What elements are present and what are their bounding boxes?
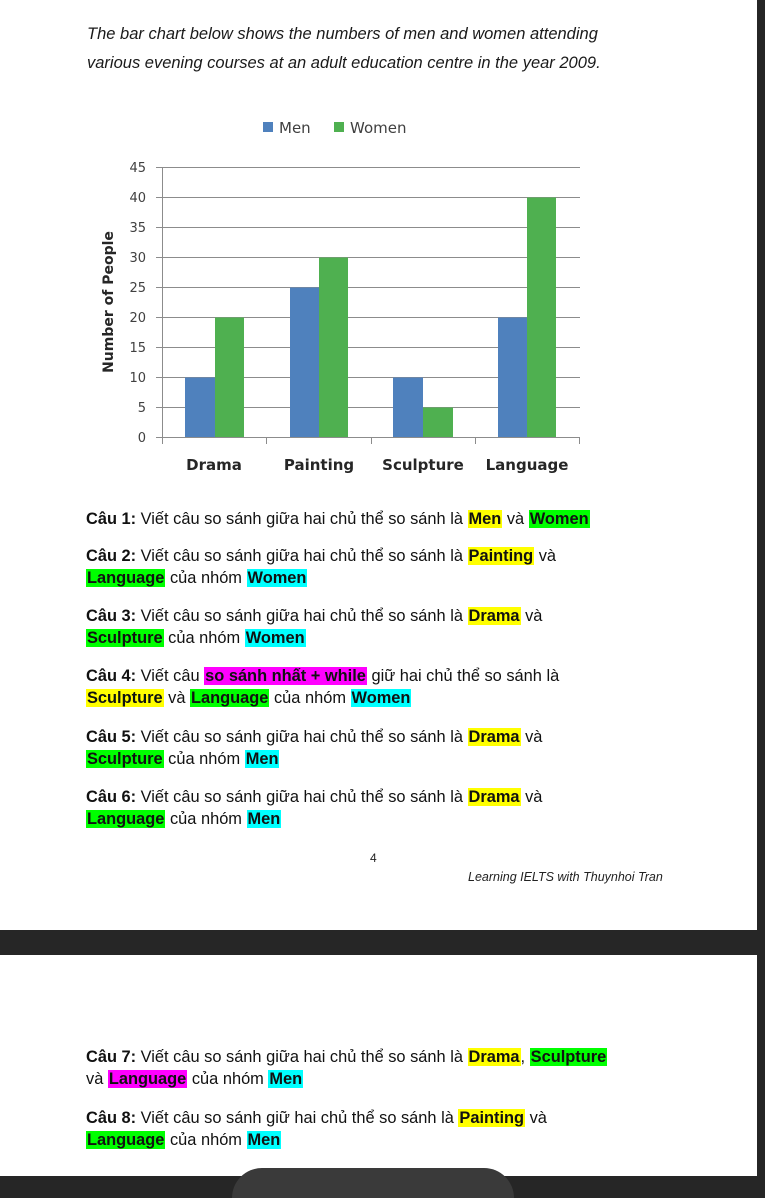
svg-text:Drama: Drama (186, 456, 242, 474)
svg-text:Language: Language (485, 456, 569, 474)
bar-drama-women (215, 318, 244, 438)
svg-text:35: 35 (129, 221, 146, 236)
legend-women-swatch (334, 122, 344, 132)
viewer-scroll-edge (757, 0, 765, 1176)
question-2: Câu 2: Viết câu so sánh giữa hai chủ thể so sánh là Painting và Language của nhóm Women (86, 547, 557, 587)
y-axis-title: Number of People (101, 231, 117, 373)
question-6: Câu 6: Viết câu so sánh giữa hai chủ thể so sánh là Drama và Language của nhóm Men (86, 788, 543, 828)
svg-text:Painting: Painting (283, 456, 355, 474)
bar-painting-women (319, 258, 348, 438)
question-3: Câu 3: Viết câu so sánh giữa hai chủ thể so sánh là Drama và Sculpture của nhóm Women (86, 607, 543, 647)
x-category-labels (186, 456, 568, 474)
bar-sculpture-women (423, 408, 453, 438)
viewer-toolbar-pill[interactable] (232, 1168, 514, 1198)
svg-text:15: 15 (129, 341, 146, 356)
bar-drama-men (185, 378, 215, 438)
svg-text:45: 45 (129, 161, 146, 176)
question-4: Câu 4: Viết câu so sánh nhất + while giữ hai chủ thể so sánh là Sculpture và Language của nhóm Women (86, 667, 560, 707)
svg-text:0: 0 (137, 431, 146, 446)
bar-language-men (498, 318, 527, 438)
legend-women-label: Women (350, 119, 407, 137)
svg-text:30: 30 (129, 251, 146, 266)
page-number: 4 (370, 851, 377, 865)
intro-line-1: The bar chart below shows the numbers of men and women attending (87, 25, 598, 43)
svg-text:40: 40 (129, 191, 146, 206)
chart-legend (263, 119, 406, 137)
svg-text:5: 5 (137, 401, 146, 416)
bar-chart (0, 0, 757, 500)
document-page-5 (0, 955, 757, 1176)
legend-men-swatch (263, 122, 273, 132)
legend-men-label: Men (279, 119, 311, 137)
question-8: Câu 8: Viết câu so sánh giữ hai chủ thể so sánh là Painting và Language của nhóm Men (86, 1109, 547, 1149)
page-footer: Learning IELTS with Thuynhoi Tran (468, 870, 663, 884)
question-1: Câu 1: Viết câu so sánh giữa hai chủ thể so sánh là Men và Women (86, 510, 589, 528)
intro-line-2: various evening courses at an adult education centre in the year 2009. (87, 54, 601, 72)
bar-painting-men (290, 288, 319, 438)
svg-text:20: 20 (129, 311, 146, 326)
question-5: Câu 5: Viết câu so sánh giữa hai chủ thể so sánh là Drama và Sculpture của nhóm Men (86, 728, 543, 768)
bar-language-women (527, 198, 556, 438)
svg-text:Sculpture: Sculpture (382, 456, 464, 474)
svg-text:25: 25 (129, 281, 146, 296)
question-7: Câu 7: Viết câu so sánh giữa hai chủ thể so sánh là Drama, Sculpture và Language của nhóm Men (86, 1048, 607, 1088)
svg-text:10: 10 (129, 371, 146, 386)
y-tick-labels (129, 161, 146, 446)
bar-sculpture-men (393, 378, 423, 438)
